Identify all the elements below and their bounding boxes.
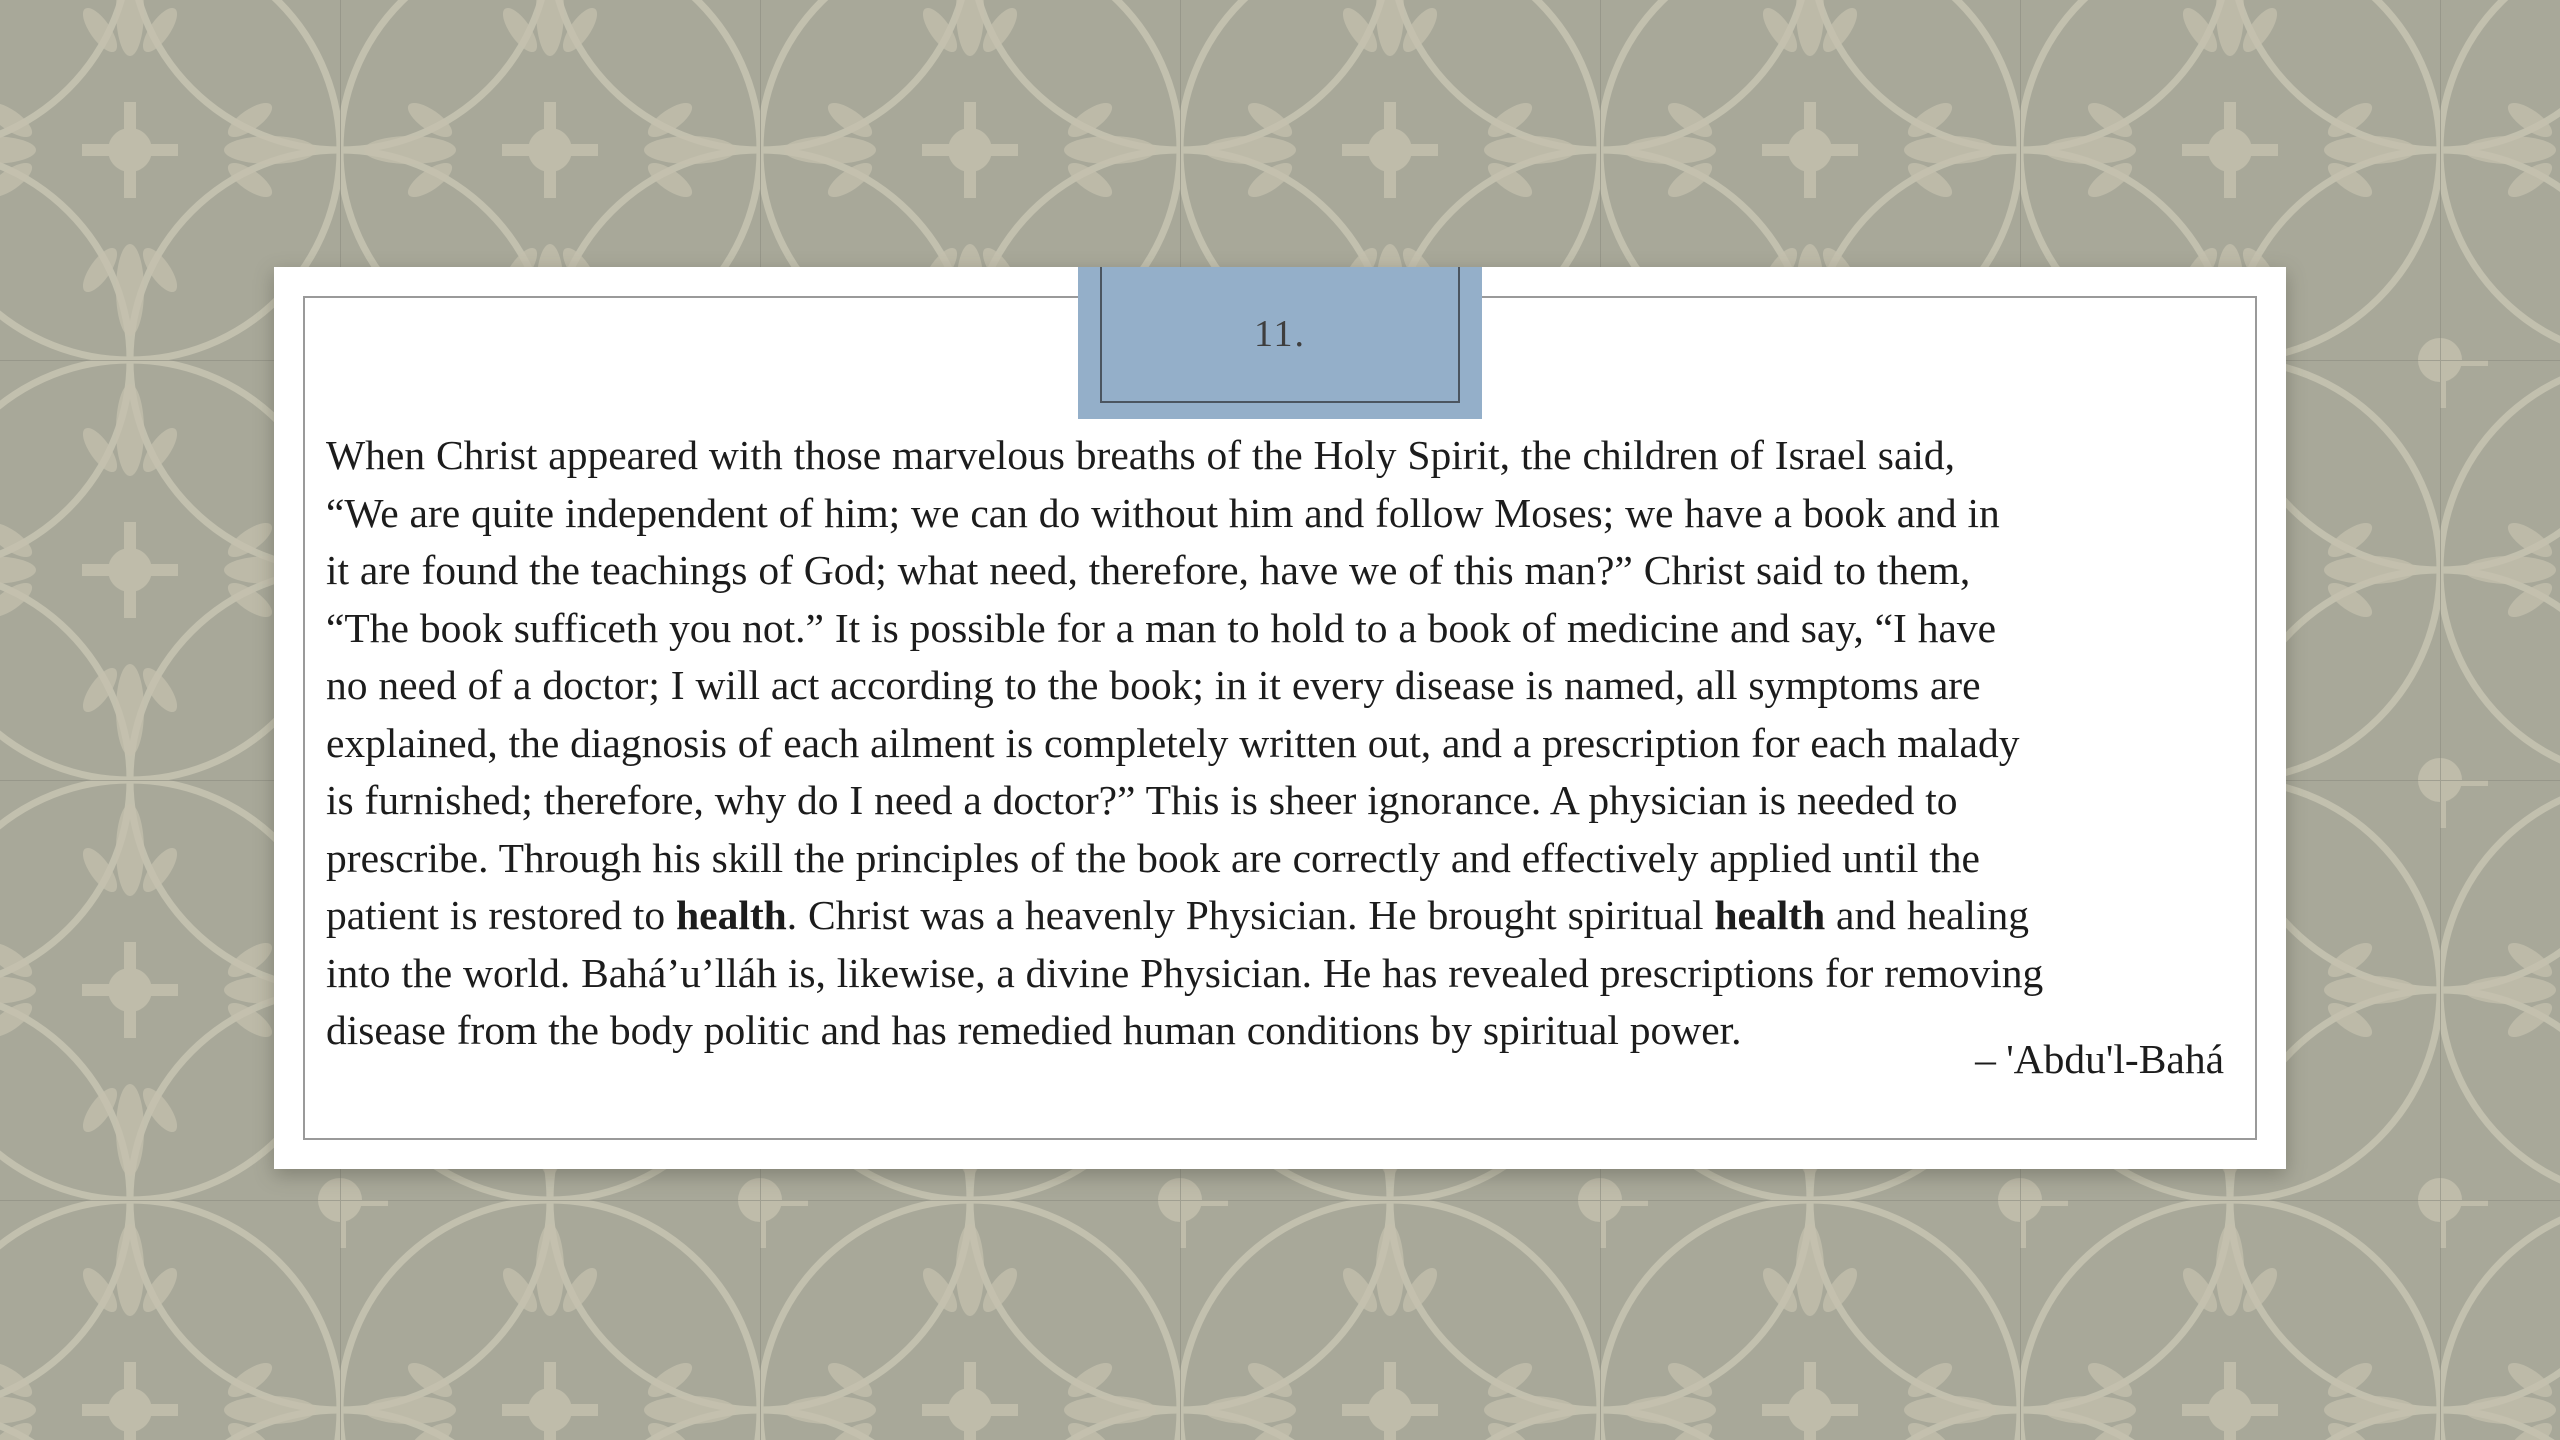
slide-number: 11. bbox=[1253, 313, 1307, 355]
slide-card bbox=[274, 267, 2286, 1169]
slide-number-tab bbox=[1078, 267, 1482, 419]
quote-line: it are found the teachings of God; what need, therefore, have we of this man?” Christ said to them, bbox=[326, 547, 1971, 593]
quote-attribution: – 'Abdu'l-Bahá bbox=[1975, 1036, 2224, 1082]
quote-line: into the world. Bahá’u’lláh is, likewise, a divine Physician. He has revealed prescriptions for removing bbox=[326, 949, 2044, 996]
quote-text bbox=[326, 427, 2236, 1060]
emphasis-word: health bbox=[676, 892, 787, 938]
quote-segment: and healing bbox=[1825, 892, 2029, 938]
quote-line: is furnished; therefore, why do I need a doctor?” This is sheer ignorance. A physician is needed to bbox=[326, 777, 1958, 823]
quote-segment: patient is restored to bbox=[326, 892, 677, 938]
quote-line-with-emphasis bbox=[326, 887, 2236, 945]
quote-line: prescribe. Through his skill the principles of the book are correctly and effectively applied until the bbox=[326, 834, 1980, 881]
quote-line: When Christ appeared with those marvelous breaths of the Holy Spirit, the children of Israel said, bbox=[326, 432, 1956, 478]
quote-line: explained, the diagnosis of each ailment is completely written out, and a prescription for each malady bbox=[326, 719, 2020, 766]
quote-line: no need of a doctor; I will act according to the book; in it every disease is named, all symptoms are bbox=[326, 662, 1981, 708]
emphasis-word: health bbox=[1714, 892, 1826, 938]
quote-line: “The book sufficeth you not.” It is possible for a man to hold to a book of medicine and say, “I have bbox=[326, 604, 1997, 651]
quote-line: disease from the body politic and has remedied human conditions by spiritual power. bbox=[326, 1007, 1742, 1053]
quote-segment: . Christ was a heavenly Physician. He brought spiritual bbox=[786, 892, 1715, 938]
slide-number-frame bbox=[1100, 267, 1460, 403]
quote-line: “We are quite independent of him; we can do without him and follow Moses; we have a book and in bbox=[326, 489, 2000, 536]
